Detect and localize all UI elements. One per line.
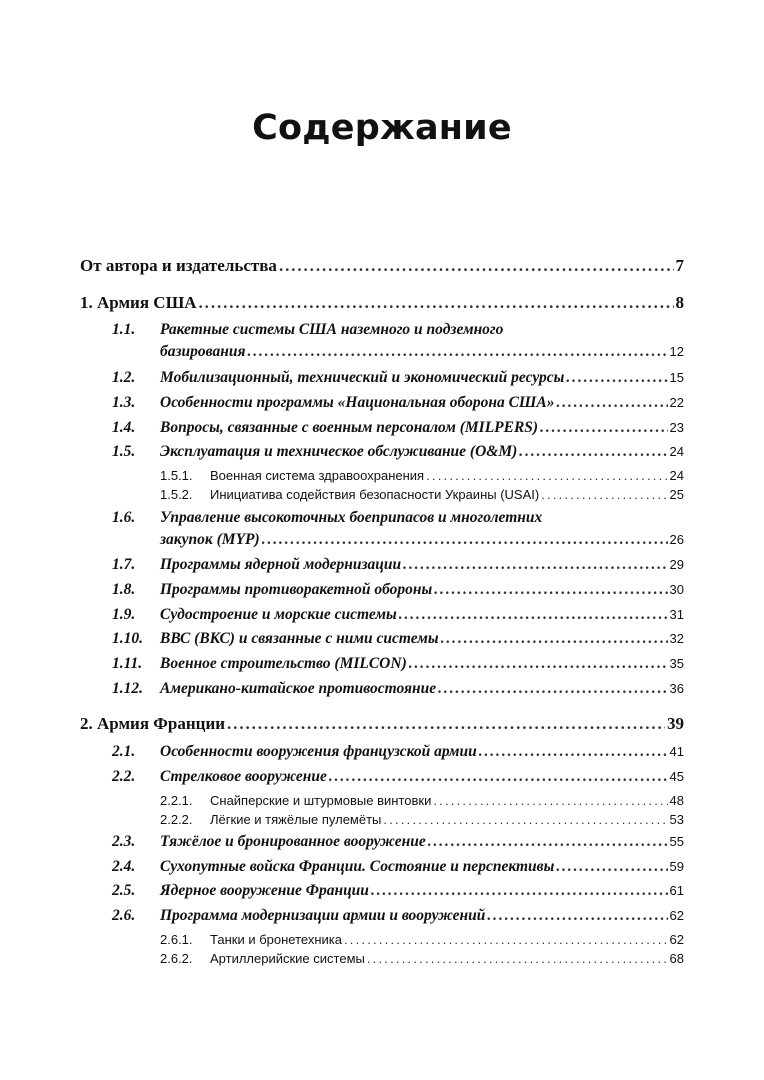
toc-entry[interactable]	[210, 793, 684, 808]
toc-entry[interactable]	[160, 833, 684, 851]
toc-entry-number: 1.1.	[112, 321, 136, 338]
toc-entry-number: 1.5.2.	[160, 487, 193, 502]
dot-leader	[434, 581, 667, 599]
toc-entry[interactable]	[160, 606, 684, 624]
toc-page-number: 61	[669, 883, 684, 898]
toc-entry-title: От автора и издательства	[80, 256, 277, 275]
toc-entry-title: Управление высокоточных боеприпасов и многолетних	[160, 509, 543, 526]
toc-entry-number: 1.10.	[112, 630, 143, 647]
toc-entry-number: 1.7.	[112, 556, 136, 573]
toc-entry-title: Тяжёлое и бронированное вооружение	[160, 833, 426, 850]
toc-page-number: 7	[675, 256, 684, 275]
toc-entry-title: Ядерное вооружение Франции	[160, 882, 369, 899]
toc-entry[interactable]	[160, 343, 684, 361]
toc-entry-number: 1.11.	[112, 655, 143, 672]
toc-page-number: 12	[669, 344, 684, 359]
toc-entry[interactable]	[160, 394, 684, 412]
toc-entry-title: Особенности вооружения французской армии	[160, 743, 477, 760]
toc-entry[interactable]	[80, 293, 684, 313]
toc-entry-number: 1.8.	[112, 581, 136, 598]
toc-entry[interactable]	[160, 907, 684, 925]
dot-leader	[426, 468, 667, 483]
toc-page-number: 23	[669, 420, 684, 435]
toc-entry-number: 1.12.	[112, 680, 143, 697]
toc-entry[interactable]	[210, 951, 684, 966]
toc-entry-title: Эксплуатация и техническое обслуживание (O&M)	[160, 443, 518, 460]
toc-page-number: 8	[675, 293, 684, 312]
toc-entry[interactable]	[160, 743, 684, 761]
dot-leader	[433, 793, 667, 808]
dot-leader	[227, 714, 665, 734]
toc-entry-title: Судостроение и морские системы	[160, 606, 397, 623]
dot-leader	[367, 951, 668, 966]
toc-page-number: 31	[669, 607, 684, 622]
toc-entry-title: Программа модернизации армии и вооружений	[160, 907, 486, 924]
toc-entry-title: Танки и бронетехника	[210, 932, 342, 947]
toc-entry-number: 1.9.	[112, 606, 136, 623]
toc-page-number: 36	[669, 681, 684, 696]
toc-entry[interactable]	[160, 531, 684, 549]
dot-leader	[541, 487, 667, 502]
dot-leader	[371, 882, 668, 900]
toc-page-number: 15	[669, 370, 684, 385]
toc-entry-number: 2.2.1.	[160, 793, 193, 808]
dot-leader	[344, 932, 668, 947]
toc-entry[interactable]	[80, 256, 684, 276]
dot-leader	[566, 369, 667, 387]
dot-leader	[487, 907, 667, 925]
toc-page-number: 59	[669, 859, 684, 874]
toc-page-number: 53	[669, 812, 684, 827]
toc-entry-number: 2.2.	[112, 768, 136, 785]
dot-leader	[438, 680, 667, 698]
toc-entry-title: Военная система здравоохранения	[210, 468, 425, 483]
toc-page-number: 30	[669, 582, 684, 597]
toc-entry-number: 1.3.	[112, 394, 136, 411]
toc-entry[interactable]	[160, 858, 684, 876]
toc-entry-number: 2.5.	[112, 882, 136, 899]
dot-leader	[399, 606, 668, 624]
toc-entry[interactable]	[160, 655, 684, 673]
toc-page-number: 45	[669, 769, 684, 784]
toc-page-number: 24	[669, 444, 684, 459]
toc-entry-title: Инициатива содействия безопасности Украины (USAI)	[210, 487, 540, 502]
dot-leader	[329, 768, 668, 786]
toc-page-number: 29	[669, 557, 684, 572]
dot-leader	[403, 556, 667, 574]
toc-entry-title: 2. Армия Франции	[80, 714, 226, 733]
toc-entry-number: 1.5.1.	[160, 468, 193, 483]
toc-entry-title: Ракетные системы США наземного и подземного	[160, 321, 504, 338]
toc-entry[interactable]	[210, 468, 684, 483]
toc-page-number: 68	[669, 951, 684, 966]
dot-leader	[199, 293, 674, 313]
toc-entry-title: Артиллерийские системы	[210, 951, 365, 966]
dot-leader	[247, 343, 667, 361]
toc-page-number: 25	[669, 487, 684, 502]
toc-entry-number: 1.2.	[112, 369, 136, 386]
toc-page-number: 62	[669, 908, 684, 923]
toc-page-number: 24	[669, 468, 684, 483]
toc-page-number: 48	[669, 793, 684, 808]
toc-page-number: 26	[669, 532, 684, 547]
dot-leader	[556, 394, 667, 412]
toc-entry[interactable]	[160, 680, 684, 698]
toc-entry-title: Военное строительство (MILCON)	[160, 655, 407, 672]
toc-entry[interactable]	[160, 419, 684, 437]
dot-leader	[479, 743, 668, 761]
toc-page-number: 32	[669, 631, 684, 646]
toc-entry-number: 1.6.	[112, 509, 136, 526]
toc-entry-number: 2.6.1.	[160, 932, 193, 947]
toc-entry-title-continued: закупок (MYP)	[160, 531, 260, 548]
toc-page-number: 35	[669, 656, 684, 671]
toc-entry-title: Стрелковое вооружение	[160, 768, 327, 785]
toc-page-number: 22	[669, 395, 684, 410]
toc-page-number: 62	[669, 932, 684, 947]
toc-entry[interactable]	[160, 768, 684, 786]
toc-entry[interactable]	[160, 443, 684, 461]
toc-entry-number: 1.4.	[112, 419, 136, 436]
toc-entry-title: Мобилизационный, технический и экономический ресурсы	[160, 369, 565, 386]
toc-entry[interactable]	[160, 556, 684, 574]
toc-entry[interactable]	[160, 581, 684, 599]
toc-entry[interactable]	[160, 882, 684, 900]
toc-page-number: 39	[667, 714, 684, 733]
toc-entry-title: ВВС (ВКС) и связанные с ними системы	[160, 630, 439, 647]
toc-entry-title: Снайперские и штурмовые винтовки	[210, 793, 432, 808]
toc-entry-number: 2.3.	[112, 833, 136, 850]
toc-entry-title: Особенности программы «Национальная оборона США»	[160, 394, 555, 411]
dot-leader	[540, 419, 667, 437]
dot-leader	[279, 256, 674, 276]
toc-entry-number: 2.2.2.	[160, 812, 193, 827]
dot-leader	[556, 858, 667, 876]
toc-entry-title: Лёгкие и тяжёлые пулемёты	[210, 812, 382, 827]
dot-leader	[409, 655, 668, 673]
toc-entry-title: Сухопутные войска Франции. Состояние и перспективы	[160, 858, 555, 875]
dot-leader	[262, 531, 668, 549]
toc-entry[interactable]	[210, 487, 684, 502]
toc-entry-number: 1.5.	[112, 443, 136, 460]
dot-leader	[519, 443, 667, 461]
toc-page-number: 55	[669, 834, 684, 849]
toc-entry-title: Вопросы, связанные с военным персоналом (MILPERS)	[160, 419, 539, 436]
toc-entry-title: Программы противоракетной обороны	[160, 581, 433, 598]
dot-leader	[383, 812, 667, 827]
toc-entry-number: 2.1.	[112, 743, 136, 760]
toc-entry[interactable]	[80, 714, 684, 734]
toc-entry[interactable]	[210, 812, 684, 827]
toc-page-number: 41	[669, 744, 684, 759]
toc-entry[interactable]	[160, 630, 684, 648]
toc-entry-title-continued: базирования	[160, 343, 246, 360]
toc-entry-title: Американо-китайское противостояние	[160, 680, 437, 697]
toc-entry[interactable]	[210, 932, 684, 947]
dot-leader	[428, 833, 668, 851]
dot-leader	[441, 630, 668, 648]
toc-entry-number: 2.6.	[112, 907, 136, 924]
toc-entry-title: 1. Армия США	[80, 293, 197, 312]
toc-entry-number: 2.6.2.	[160, 951, 193, 966]
toc-entry-number: 2.4.	[112, 858, 136, 875]
page-title: Содержание	[252, 108, 512, 148]
toc-entry[interactable]	[160, 369, 684, 387]
toc-entry-title: Программы ядерной модернизации	[160, 556, 402, 573]
